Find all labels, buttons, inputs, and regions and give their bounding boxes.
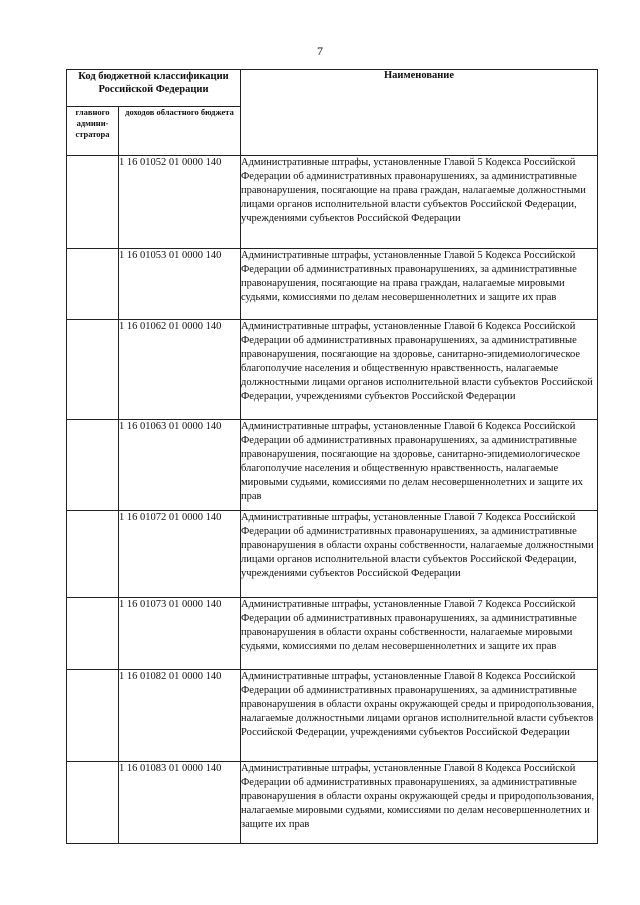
admin-cell	[67, 670, 119, 762]
income-code-cell: 1 16 01052 01 0000 140	[119, 156, 241, 249]
table-row	[67, 598, 598, 670]
header-name: Наименование	[241, 70, 598, 156]
admin-cell	[67, 420, 119, 511]
income-code-cell: 1 16 01073 01 0000 140	[119, 598, 241, 670]
name-cell: Административные штрафы, установленные Главой 5 Кодекса Российской Федерации об административных правонарушениях, за административные правонарушения, посягающие на права граждан, налагаемые должностными лицами органов исполнительной власти субъектов Российской Федерации, учреждениями субъектов Российской Федерации	[241, 156, 598, 249]
table-row	[67, 156, 598, 249]
admin-cell	[67, 156, 119, 249]
admin-cell	[67, 598, 119, 670]
name-cell: Административные штрафы, установленные Главой 7 Кодекса Российской Федерации об административных правонарушениях, за административные правонарушения в области охраны собственности, налагаемые мировыми судьями, комиссиями по делам несовершеннолетних и защите их прав	[241, 598, 598, 670]
header-budget-code-group: Код бюджетной классификации Российской Федерации	[67, 70, 241, 107]
table-row	[67, 320, 598, 420]
table-row	[67, 511, 598, 598]
table-row	[67, 670, 598, 762]
name-cell: Административные штрафы, установленные Главой 6 Кодекса Российской Федерации об административных правонарушениях, за административные правонарушения, посягающие на здоровье, санитарно-эпидемиологическое благополучие населения и общественную нравственность, налагаемые мировыми судьями, комиссиями по делам несовершеннолетних и защите их прав	[241, 420, 598, 511]
income-code-cell: 1 16 01063 01 0000 140	[119, 420, 241, 511]
page-number: 7	[317, 44, 323, 58]
admin-cell	[67, 511, 119, 598]
header-regional-income: доходов областного бюджета	[119, 107, 241, 156]
name-cell: Административные штрафы, установленные Главой 8 Кодекса Российской Федерации об административных правонарушениях, за административные правонарушения в области охраны окружающей среды и природопользования, налагаемые мировыми судьями, комиссиями по делам несовершеннолетних и защите их прав	[241, 762, 598, 844]
income-code-cell: 1 16 01053 01 0000 140	[119, 249, 241, 320]
income-code-cell: 1 16 01062 01 0000 140	[119, 320, 241, 420]
table-row	[67, 762, 598, 844]
table-body	[67, 156, 598, 844]
name-cell: Административные штрафы, установленные Главой 8 Кодекса Российской Федерации об административных правонарушениях, за административные правонарушения в области охраны окружающей среды и природопользования, налагаемые должностными лицами органов исполнительной власти субъектов Российской Федерации, учреждениями субъектов Российской Федерации	[241, 670, 598, 762]
admin-cell	[67, 320, 119, 420]
name-cell: Административные штрафы, установленные Главой 6 Кодекса Российской Федерации об административных правонарушениях, за административные правонарушения, посягающие на здоровье, санитарно-эпидемиологическое благополучие населения и общественную нравственность, налагаемые должностными лицами органов исполнительной власти субъектов Российской Федерации, учреждениями субъектов Российской Федерации	[241, 320, 598, 420]
name-cell: Административные штрафы, установленные Главой 5 Кодекса Российской Федерации об административных правонарушениях, за административные правонарушения, посягающие на права граждан, налагаемые мировыми судьями, комиссиями по делам несовершеннолетних и защите их прав	[241, 249, 598, 320]
header-main-administrator: главного админи-стратора	[67, 107, 119, 156]
income-code-cell: 1 16 01072 01 0000 140	[119, 511, 241, 598]
income-code-cell: 1 16 01083 01 0000 140	[119, 762, 241, 844]
income-code-cell: 1 16 01082 01 0000 140	[119, 670, 241, 762]
admin-cell	[67, 249, 119, 320]
table-row	[67, 420, 598, 511]
budget-classification-table	[66, 69, 598, 844]
admin-cell	[67, 762, 119, 844]
table-row	[67, 249, 598, 320]
name-cell: Административные штрафы, установленные Главой 7 Кодекса Российской Федерации об административных правонарушениях, за административные правонарушения в области охраны собственности, налагаемые должностными лицами органов исполнительной власти субъектов Российской Федерации, учреждениями субъектов Российской Федерации	[241, 511, 598, 598]
